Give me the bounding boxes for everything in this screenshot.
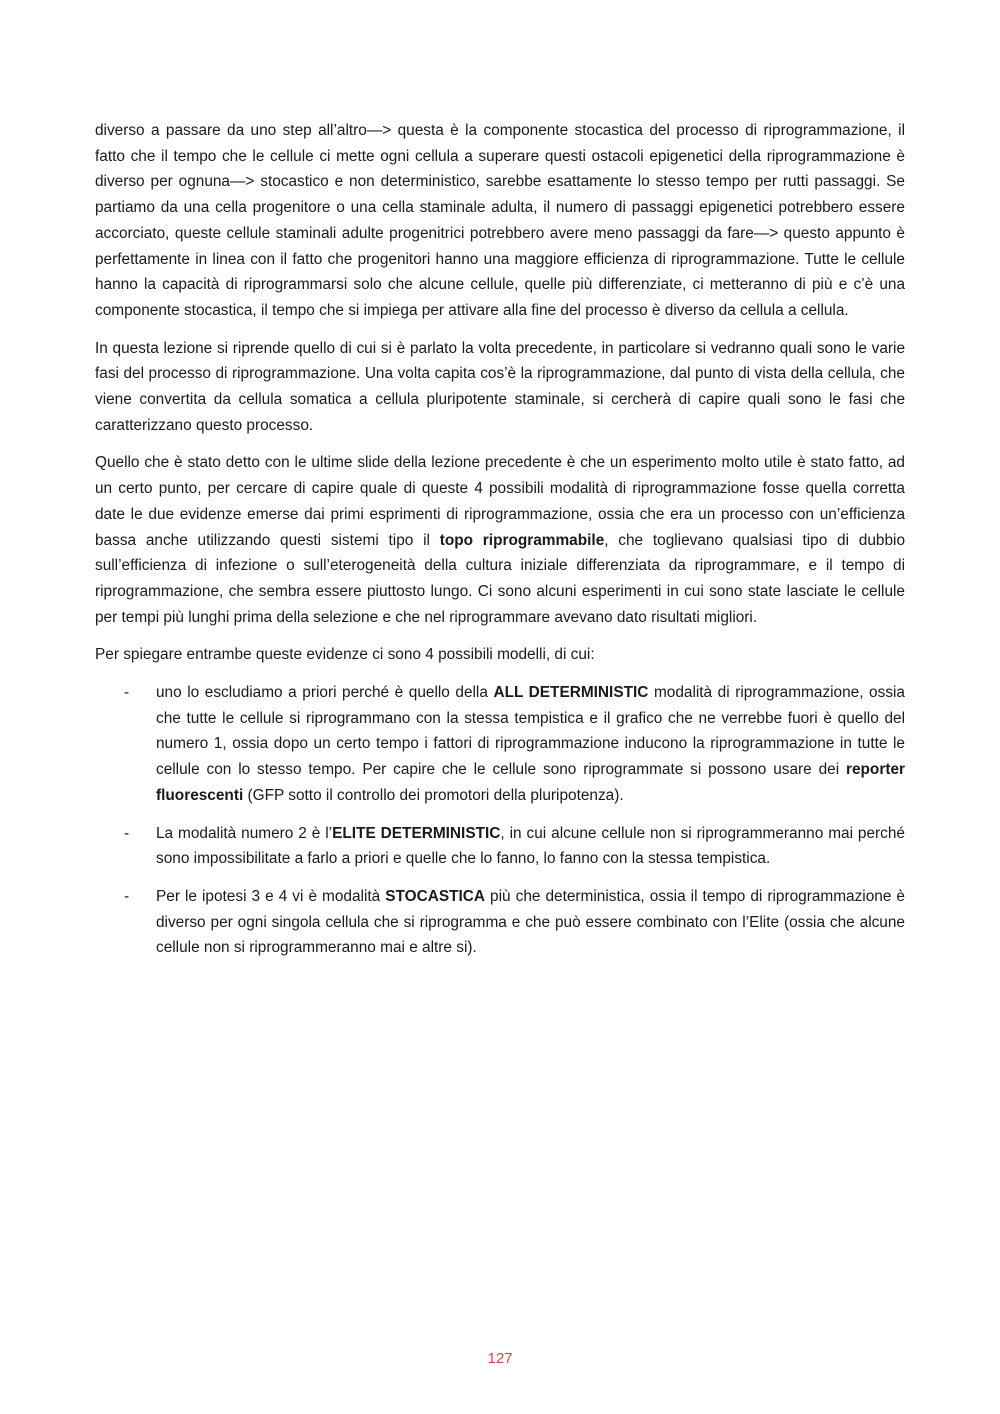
list-item: - La modalità numero 2 è l’ELITE DETERMINISTIC, in cui alcune cellule non si riprogrammeranno mai perché sono impossibilitate a farlo a priori e quelle che lo fanno, lo fanno con la stessa tempistica. bbox=[95, 821, 905, 872]
bold-term: ALL DETERMINISTIC bbox=[493, 684, 649, 702]
model-list bbox=[95, 680, 905, 961]
paragraph-2: In questa lezione si riprende quello di cui si è parlato la volta precedente, in particolare si vedranno quali sono le varie fasi del processo di riprogrammazione. Una volta capita cos’è la riprogrammazione, dal punto di vista della cellula, che viene convertita da cellula somatica a cellula pluripotente staminale, si cercherà di capire quali sono le fasi che caratterizzano questo processo. bbox=[95, 339, 905, 434]
bold-term: STOCASTICA bbox=[385, 887, 486, 905]
paragraph-1: diverso a passare da uno step all’altro—> questa è la componente stocastica del processo di riprogrammazione, il fatto che il tempo che le cellule ci mette ogni cellula a superare questi ostacoli epigenetici della riprogrammazione è diverso per ognuna—> stocastico e non deterministico, sarebbe esattamente lo stesso tempo per rutti passaggi. Se partiamo da una cella progenitore o una cella staminale adulta, il numero di passaggi epigenetici potrebbero essere accorciato, queste cellule staminali adulte progenitrici potrebbero avere meno passaggi da fare—> questo appunto è perfettamente in linea con il fatto che progenitori hanno una maggiore efficienza di riprogrammazione. Tutte le cellule hanno la capacità di riprogrammarsi solo che alcune cellule, quelle più differenziate, ci metteranno di più e c’è una componente stocastica, il tempo che si impiega per attivare alla fine del processo è diverso da cellula a cellula. bbox=[95, 122, 905, 319]
page-number: 127 bbox=[487, 1350, 513, 1367]
bold-term: ELITE DETERMINISTIC bbox=[332, 824, 501, 842]
document-body bbox=[95, 118, 905, 973]
paragraph-3: Quello che è stato detto con le ultime slide della lezione precedente è che un esperimento molto utile è stato fatto, ad un certo punto, per cercare di capire quale di queste 4 possibili modalità di riprogrammazione fosse quella corretta date le due evidenze emerse dai primi esprimenti di riprogrammazione, ossia che era un processo con un’efficienza bassa anche utilizzando questi sistemi tipo il topo riprogrammabile, che toglievano qualsiasi tipo di dubbio sull’efficienza di infezione o sull’eterogeneità della cultura iniziale differenziata da riprogrammare, e il tempo di riprogrammazione, che sembra essere piuttosto lungo. Ci sono alcuni esperimenti in cui sono state lasciate le cellule per tempi più lunghi prima della selezione e che nel riprogrammare avevano dato risultati migliori. bbox=[95, 454, 906, 626]
paragraph-4: Per spiegare entrambe queste evidenze ci sono 4 possibili modelli, di cui: bbox=[95, 646, 595, 664]
bullet-marker: - bbox=[124, 824, 130, 842]
bold-term: topo riprogrammabile bbox=[439, 531, 605, 549]
bullet-marker: - bbox=[124, 887, 130, 905]
list-item: - uno lo escludiamo a priori perché è quello della ALL DETERMINISTIC modalità di riprogrammazione, ossia che tutte le cellule si riprogrammano con la stessa tempistica e il grafico che ne verrebbe fuori è quello del numero 1, ossia dopo un certo tempo i fattori di riprogrammazione inducono la riprogrammazione in tutte le cellule con lo stesso tempo. Per capire che le cellule sono riprogrammate si possono usare dei reporter fluorescenti (GFP sotto il controllo dei promotori della pluripotenza). bbox=[95, 680, 905, 809]
bold-term: reporter fluorescenti bbox=[156, 761, 905, 804]
bullet-marker: - bbox=[124, 684, 130, 702]
list-item: - Per le ipotesi 3 e 4 vi è modalità STOCASTICA più che deterministica, ossia il tempo di riprogrammazione è diverso per ogni singola cellula che si riprogramma e che può essere combinato con l’Elite (ossia che alcune cellule non si riprogrammeranno mai e altre si). bbox=[95, 884, 905, 961]
